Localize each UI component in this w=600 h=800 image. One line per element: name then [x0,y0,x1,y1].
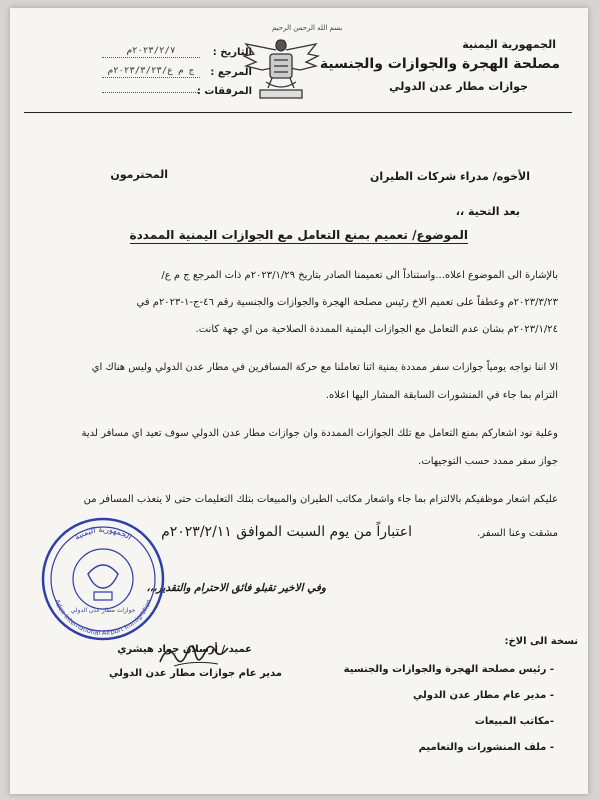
airport-office: جوازات مطار عدن الدولي [389,80,528,93]
ref-row [102,66,252,78]
date-row [102,46,252,58]
body-line: ٢٠٢٣/٣/٢٣م وعطفاً على تعميم الاخ رئيس مصلحة الهجرة والجوازات والجنسية رقم ٤٦-ج-١-٢٠٢٣م في [136,297,558,308]
greeting: بعد التحية ،، [455,205,520,218]
attachments-label: المرفقات : [196,86,252,97]
body-line: التزام بما جاء في المنشورات السابقة المشار اليها اعلاه. [325,390,558,401]
basmala: بسم الله الرحمن الرحيم [272,24,343,32]
body-line: ٢٠٢٣/١/٢٤م بشان عدم التعامل مع الجوازات اليمنية الممددة الصلاحية من اي جهة كانت. [195,324,558,335]
authority-name: مصلحة الهجرة والجوازات والجنسية [319,56,560,72]
letter-page [10,8,588,794]
copies-heading: نسخة الى الاخ: [504,636,578,647]
body-line: بالإشارة الى الموضوع اعلاه...واستناداً الى تعميمنا الصادر بتاريخ ٢٠٢٣/١/٢٩م ذات المرجع ج م ع/ [161,270,558,281]
copy-item: - مدير عام مطار عدن الدولي [412,690,554,701]
stamp-bottom-text: Aden International Airport Immigration [52,598,154,638]
header-rule [24,112,572,113]
subject-line: الموضوع/ تعميم بمنع التعامل مع الجوازات اليمنية الممددة [129,228,468,242]
ref-label: المرجع : [210,66,252,78]
body-line: مشقت وعنا السفر. [477,528,558,539]
body-line: عليكم اشعار موظفيكم بالالتزام بما جاء واشعار مكاتب الطيران والمبيعات بتلك التعليمات حتى لا يتعذب المسافر من [83,494,558,505]
addressee: الأخوه/ مدراء شركات الطيران [369,170,530,183]
body-line: وعلية نود اشعاركم بمنع التعامل مع تلك الجوازات الممددة وان جوازات مطار عدن الدولي سوف تعيد اي مسافر لدية [81,428,558,439]
effective-date: اعتباراً من يوم السبت الموافق ٢٠٢٣/٢/١١م [161,524,412,540]
svg-text:Aden International Airport Imm [53,598,153,637]
signatory-name: عميد / أرسلان جواد هيشري [117,644,252,655]
signatory-title: مدير عام جوازات مطار عدن الدولي [108,668,282,679]
attachments-row [102,86,252,97]
body-line: الا اننا نواجه يومياً جوازات سفر ممددة يمنية اثنا تعاملنا مع حركة المسافرين في مطار عدن الدولي وليس هناك اي [91,362,558,373]
copy-item: -مكاتب المبيعات [474,716,554,727]
attachments-value [102,91,200,93]
respected-salutation: المحترمون [110,168,168,181]
copy-item: - رئيس مصلحة الهجرة والجوازات والجنسية [343,664,554,675]
closing-line: وفي الاخير تقبلو فائق الاحترام والتقدير،،، [146,582,326,594]
date-label: التاريخ : [212,46,252,58]
official-stamp-icon [38,514,168,644]
yemen-eagle-emblem-icon [236,32,326,112]
stamp-mid-text: جوازات مطار عدن الدولي [70,607,136,614]
copy-item: - ملف المنشورات والتعاميم [418,742,554,753]
date-value: ٢٠٢٣/٢/٧م [102,46,200,58]
stamp-top-text: الجمهورية اليمنية [72,524,134,542]
body-line: جواز سفر ممدد حسب التوجيهات. [418,456,558,467]
republic-name: الجمهورية اليمنية [462,38,556,51]
svg-text:الجمهورية اليمنية [73,525,133,542]
ref-value: ج م ع/٢٠٢٣/٣/٢٣م [102,66,200,78]
